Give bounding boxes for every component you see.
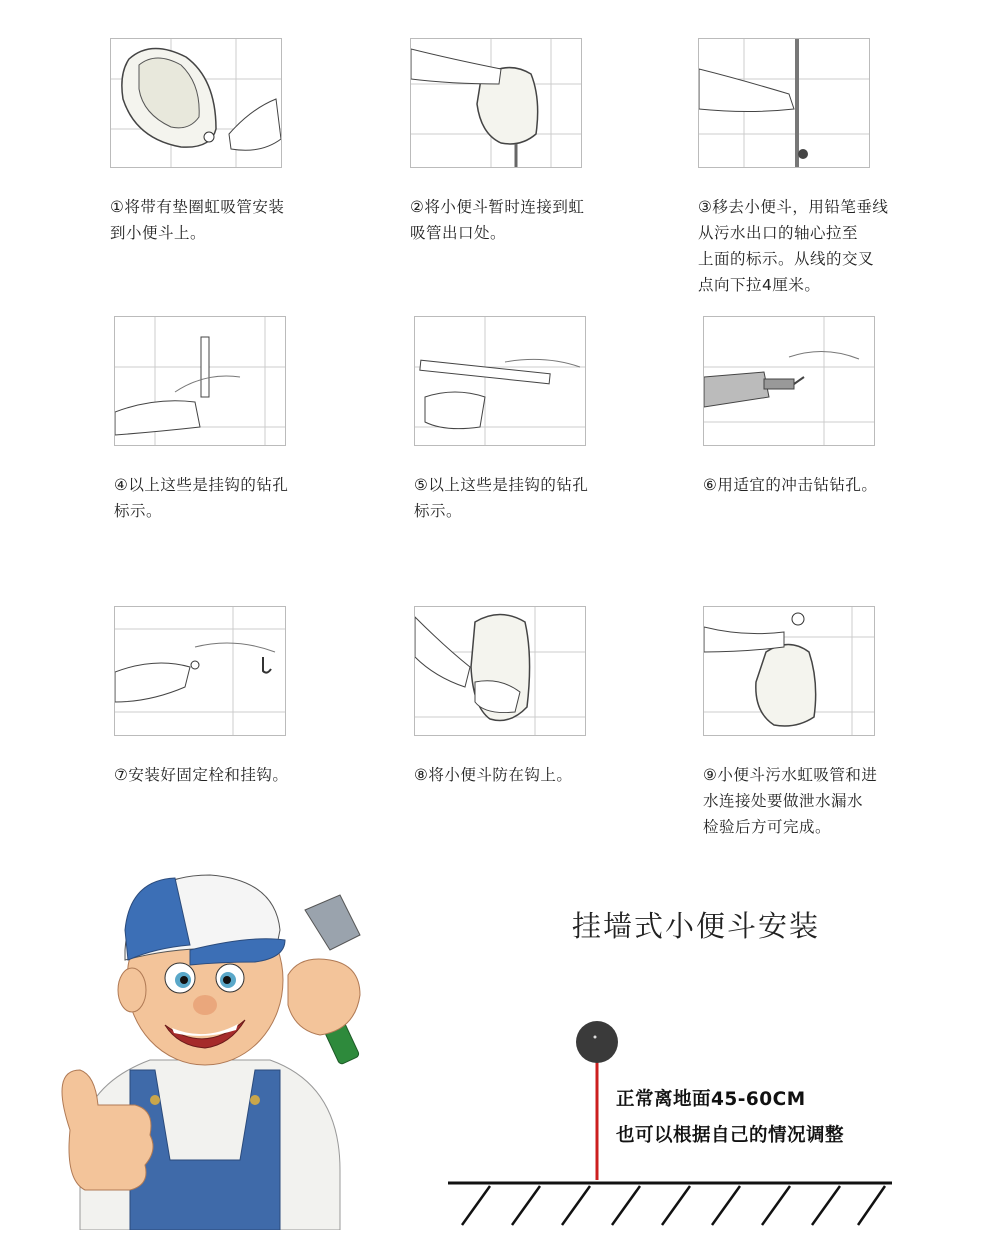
step-1-illustration	[110, 38, 282, 168]
step-2	[410, 38, 650, 246]
step-7-caption: ⑦安装好固定栓和挂钩。	[114, 766, 289, 784]
height-note: 正常离地面45-60CM	[616, 1089, 806, 1110]
step-3-illustration	[698, 38, 870, 168]
step-4-caption: ④以上这些是挂钩的钻孔 标示。	[114, 476, 289, 520]
drain-marker	[576, 1021, 618, 1063]
step-6-illustration	[703, 316, 875, 446]
step-1-caption: ①将带有垫圈虹吸管安装 到小便斗上。	[110, 198, 285, 242]
step-9-illustration	[703, 606, 875, 736]
step-7-illustration	[114, 606, 286, 736]
install-title: 挂墙式小便斗安装	[572, 909, 821, 943]
step-1	[110, 38, 350, 246]
step-8-illustration	[414, 606, 586, 736]
step-6	[703, 316, 943, 498]
step-5	[414, 316, 654, 524]
step-4	[114, 316, 354, 524]
worker-mascot	[40, 870, 410, 1230]
step-5-illustration	[414, 316, 586, 446]
step-6-caption: ⑥用适宜的冲击钻钻孔。	[703, 476, 878, 494]
step-3-caption: ③移去小便斗，用铅笔垂线 从污水出口的轴心拉至 上面的标示。从线的交叉 点向下拉4厘米。	[698, 198, 889, 294]
floor-hatching	[462, 1186, 885, 1225]
step-5-caption: ⑤以上这些是挂钩的钻孔 标示。	[414, 476, 589, 520]
step-7	[114, 606, 354, 788]
step-2-caption: ②将小便斗暂时连接到虹 吸管出口处。	[410, 198, 585, 242]
step-3	[698, 38, 938, 298]
step-8	[414, 606, 654, 788]
step-2-illustration	[410, 38, 582, 168]
step-4-illustration	[114, 316, 286, 446]
adjust-note: 也可以根据自己的情况调整	[616, 1125, 845, 1146]
step-9	[703, 606, 943, 840]
step-8-caption: ⑧将小便斗防在钩上。	[414, 766, 573, 784]
step-9-caption: ⑨小便斗污水虹吸管和进 水连接处要做泄水漏水 检验后方可完成。	[703, 766, 878, 836]
